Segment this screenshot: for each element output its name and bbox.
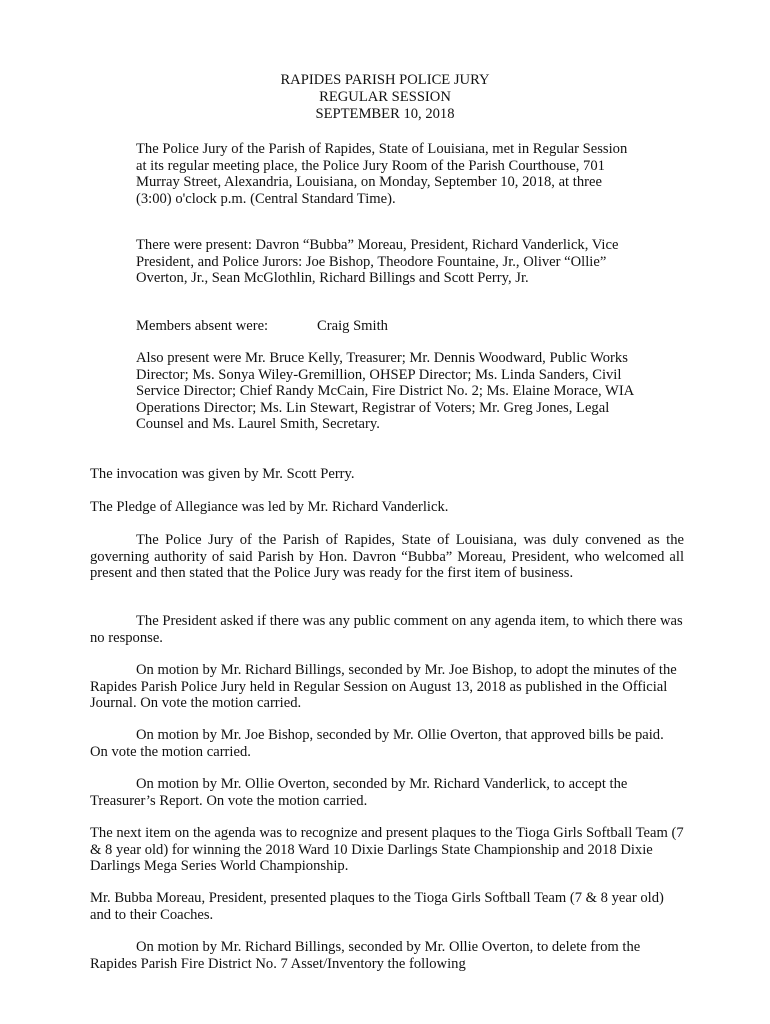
invocation-paragraph: The invocation was given by Mr. Scott Perry. <box>90 466 355 482</box>
minutes-motion-paragraph: On motion by Mr. Richard Billings, seconded by Mr. Joe Bishop, to adopt the minutes of the Rapides Parish Police Jury held in Regular Session on August 13, 2018 as published in the Official Journal. On vote the motion carried. <box>90 662 677 712</box>
members-absent-label: Members absent were: <box>136 318 269 334</box>
bills-motion-paragraph: On motion by Mr. Joe Bishop, seconded by Mr. Ollie Overton, that approved bills be paid. On vote the motion carried. <box>90 727 664 760</box>
members-absent-value: Craig Smith <box>317 318 388 334</box>
plaques-agenda-paragraph: The next item on the agenda was to recognize and present plaques to the Tioga Girls Softball Team (7 & 8 year old) for winning the 2018 Ward 10 Dixie Darlings State Championship and 2018 Dixie Darlings Mega Series World Championship. <box>90 825 684 875</box>
document-header <box>0 72 770 123</box>
pledge-paragraph: The Pledge of Allegiance was led by Mr. Richard Vanderlick. <box>90 499 449 515</box>
also-present-paragraph: Also present were Mr. Bruce Kelly, Treasurer; Mr. Dennis Woodward, Public Works Director; Ms. Sonya Wiley-Gremillion, OHSEP Director; Ms. Linda Sanders, Civil Service Director; Chief Randy McCain, Fire District No. 2; Ms. Elaine Morace, WIA Operations Director; Ms. Lin Stewart, Registrar of Voters; Mr. Greg Jones, Legal Counsel and Ms. Laurel Smith, Secretary. <box>136 350 634 433</box>
header-title: RAPIDES PARISH POLICE JURY <box>280 72 490 88</box>
meeting-location-paragraph: The Police Jury of the Parish of Rapides, State of Louisiana, met in Regular Session at its regular meeting place, the Police Jury Room of the Parish Courthouse, 701 Murray Street, Alexandria, Louisiana, on Monday, September 10, 2018, at three (3:00) o'clock p.m. (Central Standard Time). <box>136 141 628 207</box>
public-comment-paragraph: The President asked if there was any public comment on any agenda item, to which there was no response. <box>90 613 683 646</box>
convened-paragraph: The Police Jury of the Parish of Rapides, State of Louisiana, was duly convened as the governing authority of said Parish by Hon. Davron “Bubba” Moreau, President, who welcomed all present and then stated that the Police Jury was ready for the first item of business. <box>90 532 684 582</box>
treasurer-report-paragraph: On motion by Mr. Ollie Overton, seconded by Mr. Richard Vanderlick, to accept the Treasurer’s Report. On vote the motion carried. <box>90 776 628 809</box>
fire-district-motion-paragraph: On motion by Mr. Richard Billings, seconded by Mr. Ollie Overton, to delete from the Rapides Parish Fire District No. 7 Asset/Inventory the following <box>90 939 641 972</box>
header-date: SEPTEMBER 10, 2018 <box>315 106 455 122</box>
members-absent-paragraph <box>136 318 636 335</box>
header-session: REGULAR SESSION <box>319 89 451 105</box>
plaques-presented-paragraph: Mr. Bubba Moreau, President, presented plaques to the Tioga Girls Softball Team (7 & 8 year old) and to their Coaches. <box>90 890 664 923</box>
members-present-paragraph: There were present: Davron “Bubba” Moreau, President, Richard Vanderlick, Vice President, and Police Jurors: Joe Bishop, Theodore Fountaine, Jr., Oliver “Ollie” Overton, Jr., Sean McGlothlin, Richard Billings and Scott Perry, Jr. <box>136 237 619 287</box>
